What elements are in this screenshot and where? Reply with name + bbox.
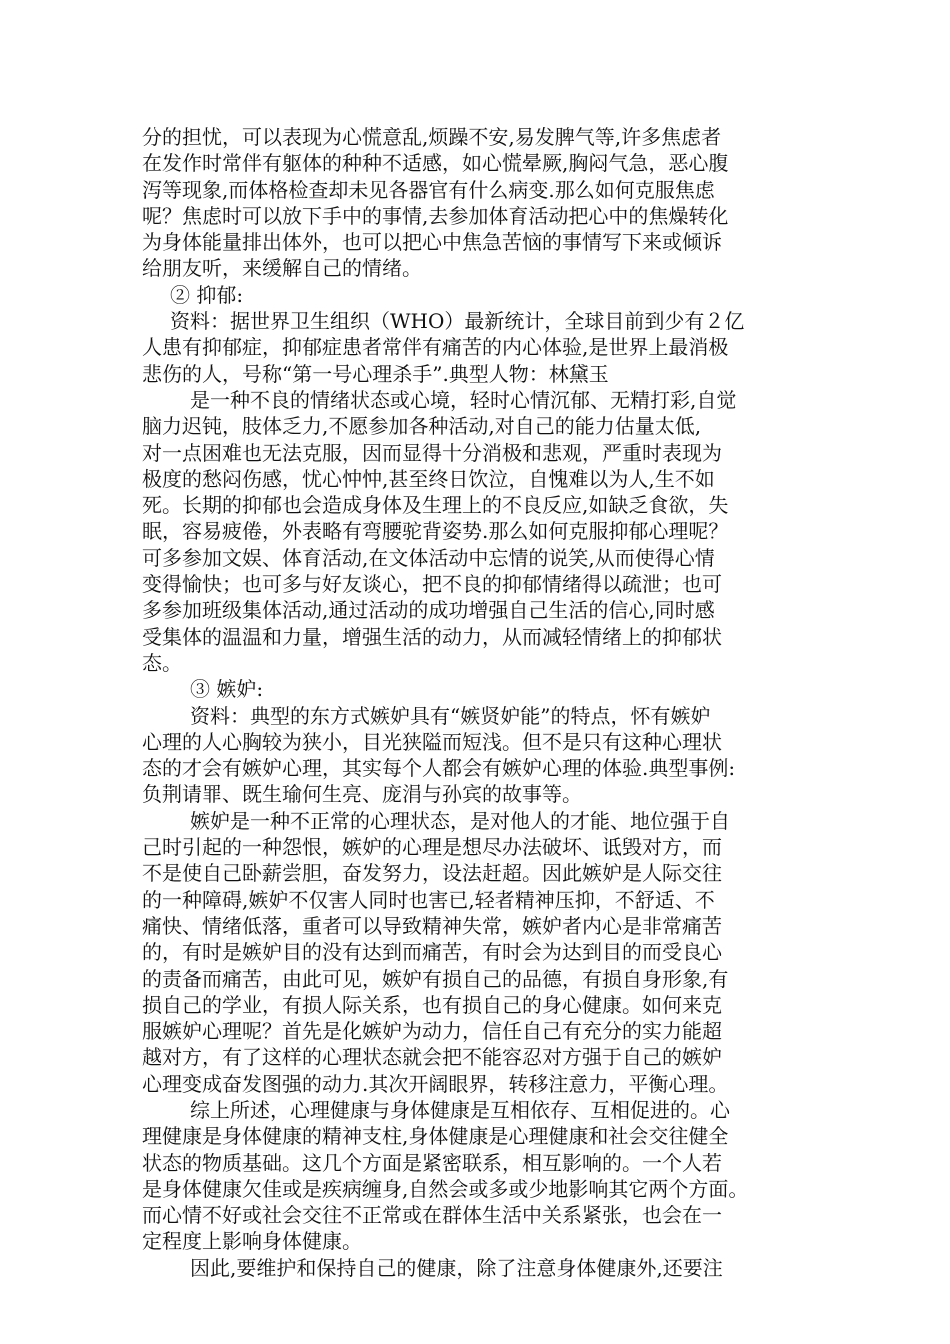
closing-paragraph [142,1255,802,1281]
text-line: 多参加班级集体活动,通过活动的成功增强自己生活的信心,同时感 [142,598,715,623]
text-line: 死。长期的抑郁也会造成身体及生理上的不良反应,如缺乏食欲，失 [142,493,729,518]
text-line: 在发作时常伴有躯体的种种不适感，如心慌晕厥,胸闷气急，恶心腹 [142,151,729,176]
text-line: 可多参加文娱、体育活动,在文体活动中忘情的说笑,从而使得心情 [142,545,715,570]
text-line: 人患有抑郁症，抑郁症患者常伴有痛苦的内心体验,是世界上最消极 [142,335,729,360]
text-line: 痛快、情绪低落，重者可以导致精神失常，嫉妒者内心是非常痛苦 [142,913,722,938]
text-line: 极度的愁闷伤感，忧心忡忡,甚至终日饮泣，自愧难以为人,生不如 [142,466,715,491]
text-line: 理健康是身体健康的精神支柱,身体健康是心理健康和社会交往健全 [142,1124,729,1149]
text-line: 受集体的温温和力量，增强生活的动力，从而减轻情绪上的抑郁状 [142,624,722,649]
depression-material-paragraph [142,308,802,387]
text-line: 态。 [142,650,182,675]
section-heading-jealousy: ③ 嫉妒: [190,677,264,702]
text-line: 为身体能量排出体外，也可以把心中焦急苦恼的事情写下来或倾诉 [142,230,722,255]
text-line: 态的才会有嫉妒心理，其实每个人都会有嫉妒心理的体验.典型事例: [142,756,736,781]
text-line: 因此,要维护和保持自己的健康，除了注意身体健康外,还要注 [190,1255,723,1280]
text-line: 负荆请罪、既生瑜何生亮、庞涓与孙宾的故事等。 [142,782,582,807]
text-line: 不是使自己卧薪尝胆，奋发努力，设法赶超。因此嫉妒是人际交往 [142,861,722,886]
text-line: 泻等现象,而体格检查却未见各器官有什么病变.那么如何克服焦虑 [142,177,715,202]
text-line: 的责备而痛苦，由此可见，嫉妒有损自己的品德，有损自身形象,有 [142,966,729,991]
text-line: 资料：据世界卫生组织（WHO）最新统计，全球目前到少有２亿 [170,309,745,334]
text-line: 给朋友听，来缓解自己的情绪。 [142,256,422,281]
text-line: 悲伤的人，号称“第一号心理杀手”.典型人物：林黛玉 [142,361,609,386]
text-line: 的一种障碍,嫉妒不仅害人同时也害已,轻者精神压抑，不舒适、不 [142,887,715,912]
text-line: 是一种不良的情绪状态或心境，轻时心情沉郁、无精打彩,自觉 [190,387,737,412]
document-body [142,124,802,1281]
text-line: 分的担忧，可以表现为心慌意乱,烦躁不安,易发脾气等,许多焦虑者 [142,125,722,149]
text-line: 心理变成奋发图强的动力.其次开阔眼界，转移注意力，平衡心理。 [142,1071,729,1096]
section-heading-depression: ② 抑郁: [170,282,244,307]
text-line: 脑力迟钝，肢体乏力,不愿参加各种活动,对自己的能力估量太低, [142,414,702,439]
text-line: 的，有时是嫉妒目的没有达到而痛苦，有时会为达到目的而受良心 [142,940,722,965]
text-line: 资料：典型的东方式嫉妒具有“嫉贤妒能”的特点，怀有嫉妒 [190,703,711,728]
text-line: 越对方，有了这样的心理状态就会把不能容忍对方强于自己的嫉妒 [142,1045,722,1070]
depression-body-paragraph [142,387,802,676]
summary-paragraph [142,1097,802,1255]
text-line: 变得愉快；也可多与好友谈心，把不良的抑郁情绪得以疏泄；也可 [142,572,722,597]
text-line: 服嫉妒心理呢？首先是化嫉妒为动力，信任自己有充分的实力能超 [142,1019,722,1044]
jealousy-material-paragraph [142,703,802,808]
text-line: 眠，容易疲倦，外表略有弯腰驼背姿势.那么如何克服抑郁心理呢？ [142,519,729,544]
text-line: 而心情不好或社会交往不正常或在群体生活中关系紧张，也会在一 [142,1203,722,1228]
text-line: 己时引起的一种怨恨，嫉妒的心理是想尽办法破坏、诋毁对方，而 [142,835,722,860]
intro-paragraph [142,124,802,282]
text-line: 呢？焦虑时可以放下手中的事情,去参加体育活动把心中的焦燥转化 [142,203,729,228]
text-line: 是身体健康欠佳或是疾病缠身,自然会或多或少地影响其它两个方面。 [142,1176,749,1201]
text-line: 状态的物质基础。这几个方面是紧密联系，相互影响的。一个人若 [142,1150,722,1175]
text-line: 定程度上影响身体健康。 [142,1229,362,1254]
text-line: 综上所述，心理健康与身体健康是互相依存、互相促进的。心 [190,1097,730,1122]
text-line: 心理的人心胸较为狭小，目光狭隘而短浅。但不是只有这种心理状 [142,729,722,754]
jealousy-body-paragraph [142,808,802,1097]
text-line: 嫉妒是一种不正常的心理状态，是对他人的才能、地位强于自 [190,808,730,833]
text-line: 损自己的学业，有损人际关系，也有损自己的身心健康。如何来克 [142,992,722,1017]
text-line: 对一点困难也无法克服，因而显得十分消极和悲观，严重时表现为 [142,440,722,465]
